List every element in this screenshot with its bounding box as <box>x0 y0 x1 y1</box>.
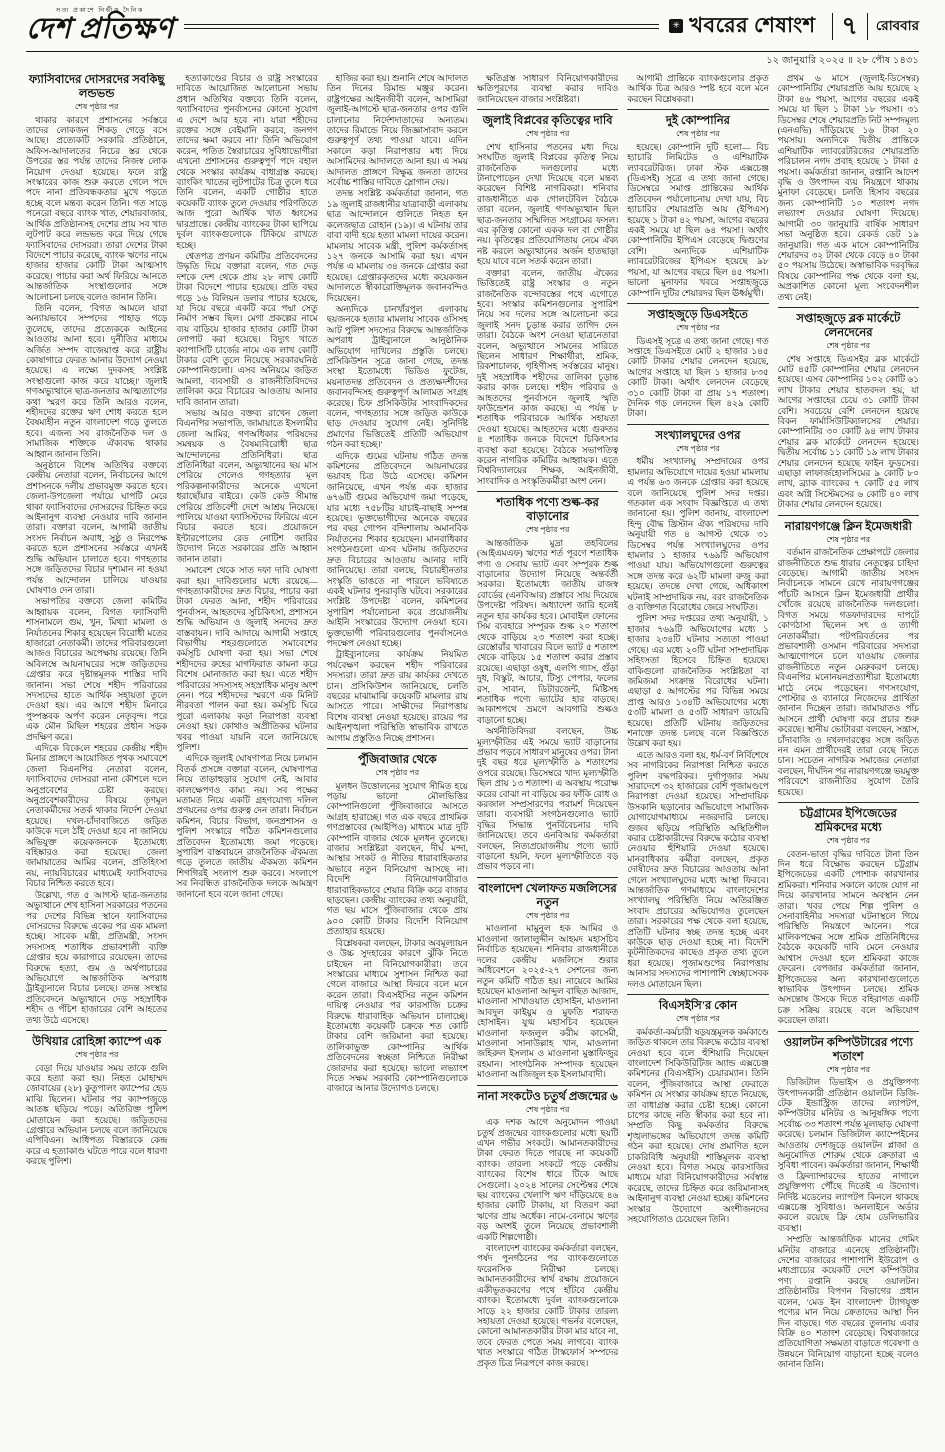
article-headline: বিএসইসি'র কোন <box>627 994 768 1013</box>
continuation-label: শেষ পৃষ্ঠার পর <box>826 836 871 846</box>
logo-tagline: সত্য প্রকাশে নির্ভীক দৈনিক <box>55 6 144 14</box>
continuation-label: শেষ পৃষ্ঠার পর <box>676 129 720 139</box>
article-headline: সপ্তাহজুড়ে ব্লক মার্কেটে লেনদেনের <box>778 307 919 340</box>
article-headline: চট্টগ্রামের ইপিজেডের শ্রমিকদের মধ্যে <box>778 802 919 835</box>
article-paragraph: ক্ষতিগ্রস্ত সাধারণ বিনিয়োগকারীদের ক্ষতিপূরণের ব্যবস্থা করার দাবিও জানিয়েছেন বাজার সংশ্লিষ্টরা। <box>476 73 619 104</box>
news-column-5 <box>627 73 768 1451</box>
article-paragraph: মাওলানা মামুনুল হক আমির ও মাওলানা জালালুদ্দীন আহমদ মহাসচিব নির্বাচিত হয়েছেন। শনিবার রাজধানীতে দলের কেন্দ্রীয় মজলিসে শুরার অধিবেশনে ২০২৫-২৭ সেশনের জন্য নতুন কমিটি গঠিত হয়। নায়েবে আমির হয়েছেন মাওলানা আব্দুল বাছিত আজাদ, মাওলানা সাখাওয়াত হোসাইন, মাওলানা আবদুল কাইয়ুম ও মুফতি শরাফত হোসাইন। যুগ্ম মহাসচিব হয়েছেন মাওলানা ফজলুল করীম কাসেমী, মাওলানা সানাউল্লাহ খান, মাওলানা জহিরুল ইসলাম ও মাওলানা মুস্তাফিজুর রহমান। সাংগঠনিক সম্পাদক হয়েছেন মাওলানা আজিজুল হক ইসলামাবাদী। <box>476 923 619 1080</box>
article-paragraph: ধর্মীয় সংখ্যালঘু সম্প্রদায়ের ওপর হামলার অভিযোগে দায়ের হওয়া মামলায় এ পর্যন্ত ৬৩ জনকে গ্রেপ্তার করা হয়েছে বলে জানিয়েছে পুলিশ সদর দপ্তর। গতকাল এক সংবাদ বিজ্ঞপ্তিতে এ তথ্য জানানো হয়। পুলিশ জানায়, বাংলাদেশ হিন্দু বৌদ্ধ খ্রিস্টান ঐক্য পরিষদের দাবি অনুযায়ী গত ৪ আগস্ট থেকে ৩১ ডিসেম্বর পর্যন্ত সংখ্যালঘুদের ওপর হামলার ১ হাজার ৭৬৯টি অভিযোগ পাওয়া যায়। অভিযোগগুলো গুরুত্বের সঙ্গে তদন্ত করে ৬২টি মামলা রুজু করা হয়েছে। তদন্তে দেখা গেছে, অধিকাংশ ঘটনাই সাম্প্রদায়িক নয়, বরং রাজনৈতিক ও ব্যক্তিগত বিরোধের জেরে সংঘটিত। <box>627 456 769 613</box>
page-number: ৭ <box>841 12 858 40</box>
continuation-label: শেষ পৃষ্ঠার পর <box>74 1049 119 1059</box>
page-number-box <box>832 13 868 40</box>
article-paragraph: প্রথম ৬ মাসে (জুলাই-ডিসেম্বর) কোম্পানিটির শেয়ারপ্রতি আয় হয়েছে ২ টাকা ৪৬ পয়সা, আগের বছরের একই সময়ে যা ছিল ১ টাকা ১৮ পয়সা। ৩১ ডিসেম্বর শেষে শেয়ারপ্রতি নিট সম্পদমূল্য (এনএভি) দাঁড়িয়েছে ১৬ টাকা ২০ পয়সায়। অন্যদিকে দ্বিতীয় প্রান্তিকে এশিয়াটিক ল্যাবরেটরিজের শেয়ারপ্রতি পরিচালন নগদ প্রবাহ হয়েছে ১ টাকা ৫ পয়সা। কর্মকর্তারা জানান, রপ্তানি আদেশ বৃদ্ধি ও উৎপাদন ব্যয় নিয়ন্ত্রণে থাকায় মুনাফা বেড়েছে। চলতি হিসাব বছরের জন্য কোম্পানিটি ১০ শতাংশ নগদ লভ্যাংশ দেওয়ার ঘোষণা দিয়েছে। আগামী ৩০ জানুয়ারি বার্ষিক সাধারণ সভা অনুষ্ঠিত হবে। রেকর্ড ডেট ১৯ জানুয়ারি। গত এক মাসে কোম্পানিটির শেয়ারদর ৩২ টাকা থেকে বেড়ে ৪০ টাকা ৫০ পয়সায় উঠেছে। অস্বাভাবিক দরবৃদ্ধির বিষয়ে কোম্পানির পক্ষ থেকে বলা হয়, অপ্রকাশিত কোনো মূল্য সংবেদনশীল তথ্য নেই। <box>777 73 919 302</box>
continuation-label: শেষ পৃষ্ঠার পর <box>676 443 720 453</box>
article-headline: সংখ্যালঘুদের ওপর <box>627 424 768 443</box>
continuation-label: শেষ পৃষ্ঠার পর <box>525 1104 570 1114</box>
article-headline: জুলাই বিপ্লবের কৃতিত্বের দাবি <box>477 109 618 128</box>
article-paragraph: হয়েছে। কোম্পানি দুটি হলো— বিচ হ্যাচারি লিমিটেড ও এশিয়াটিক ল্যাবরেটরিজ। ঢাকা স্টক এক্সচেঞ্জ (ডিএসই) সূত্রে এ তথ্য জানা গেছে। ডিসেম্বরে সমাপ্ত প্রান্তিকের আর্থিক প্রতিবেদন পর্যালোচনায় দেখা যায়, বিচ হ্যাচারির শেয়ারপ্রতি আয় (ইপিএস) হয়েছে ১ টাকা ৪২ পয়সা, আগের বছরের একই সময়ে যা ছিল ৬৪ পয়সা। অর্থাৎ কোম্পানিটির ইপিএস বেড়েছে দ্বিগুণের বেশি। অন্যদিকে এশিয়াটিক ল্যাবরেটরিজের ইপিএস হয়েছে ৯৮ পয়সা, যা আগের বছরে ছিল ৪৫ পয়সা। ভালো মুনাফার খবরে সপ্তাহজুড়ে কোম্পানি দুটির শেয়ারদর ছিল ঊর্ধ্বমুখী। <box>627 141 769 298</box>
news-column-1 <box>26 73 167 1451</box>
article-paragraph: শেখ হাসিনার পতনের মধ্য দিয়ে সংঘটিত জুলাই বিপ্লবের কৃতিত্ব নিয়ে রাজনৈতিক দলগুলোর মধ্যে টানাপোড়েন দেখা দিয়েছে বলে মন্তব্য করেছেন বিশিষ্ট নাগরিকরা। শনিবার রাজধানীতে এক গোলটেবিল বৈঠকে তারা বলেন, জুলাই গণঅভ্যুত্থান ছিল ছাত্র-জনতার সম্মিলিত সংগ্রামের ফসল। এর কৃতিত্ব কোনো একক দল বা গোষ্ঠীর নয়। কৃতিত্বের প্রতিযোগিতায় নেমে ঐক্য নষ্ট করলে অভ্যুত্থানের অর্জন হাতছাড়া হয়ে যাবে বলে সতর্ক করেন তারা। <box>476 141 619 267</box>
article-headline: ফ্যাসিবাদের দোসরদের সবকিছু লন্ডভন্ড <box>28 74 165 101</box>
article-paragraph: বিশ্লেষকরা বলছেন, টাকার অবমূল্যায়ন ও উচ্চ সুদহারের কারণে ঝুঁকি নিতে চাইছেন না বিনিয়োগকারীরা। তবে সংস্কারের মাধ্যমে সুশাসন নিশ্চিত করা গেলে বাজারে আস্থা ফিরবে বলে মনে করেন তারা। বিএসইসির নতুন কমিশন দায়িত্ব নেওয়ার পর কারসাজি চক্রের বিরুদ্ধে ধারাবাহিক অভিযান চালাচ্ছে। ইতোমধ্যে কয়েকটি চক্রকে শত কোটি টাকার বেশি জরিমানা করা হয়েছে। তালিকাভুক্ত কোম্পানির আর্থিক প্রতিবেদনের স্বচ্ছতা নিশ্চিতে নিরীক্ষা জোরদার করা হয়েছে। ভালো লভ্যাংশ দিতে সক্ষম সরকারি কোম্পানিগুলোকে বাজারে আনার উদ্যোগও চলছে। <box>326 937 468 1094</box>
article-paragraph: বেতন-ভাতা বৃদ্ধির দাবিতে টানা তিন দিন ধরে বিক্ষোভ করছেন চট্টগ্রাম ইপিজেডের একটি পোশাক কারখানার শ্রমিকরা। শনিবার সকালে কাজে যোগ না দিয়ে কারখানার সামনে অবস্থান নেন তারা। খবর পেয়ে শিল্প পুলিশ ও সেনাবাহিনীর সদস্যরা ঘটনাস্থলে গিয়ে পরিস্থিতি নিয়ন্ত্রণে আনেন। পরে মালিকপক্ষের সঙ্গে শ্রমিক প্রতিনিধিদের বৈঠকে কয়েকটি দাবি মেনে নেওয়ার আশ্বাস দেওয়া হলে শ্রমিকরা কাজে ফেরেন। বেপজার কর্মকর্তারা জানান, ইপিজেডের অন্য কারখানাগুলোতে স্বাভাবিক উৎপাদন চলছে। শ্রমিক অসন্তোষ উসকে দিতে বহিরাগত একটি চক্র সক্রিয় রয়েছে বলে অভিযোগ করেছেন তারা। <box>777 848 919 1026</box>
article-paragraph: বর্তমান রাজনৈতিক প্রেক্ষাপটে জেলার রাজনীতিতে শুদ্ধ ধারার নেতৃত্বের চাহিদা বেড়েছে। আগামী জাতীয় সংসদ নির্বাচনকে সামনে রেখে নারায়ণগঞ্জের পাঁচটি আসনে ক্লিন ইমেজধারী প্রার্থীর খোঁজে রয়েছে রাজনৈতিক দলগুলো। বিগত সময়ে গডফাদারদের দাপটে কোণঠাসা ছিলেন সৎ ও ত্যাগী নেতাকর্মীরা। পটপরিবর্তনের পর প্রভাবশালী ওসমান পরিবারের সদস্যরা আত্মগোপনে চলে যাওয়ায় জেলার রাজনীতিতে নতুন মেরুকরণ চলছে। বিএনপির মনোনয়নপ্রত্যাশীরা ইতোমধ্যে মাঠে নেমে পড়েছেন। গণসংযোগ, পোস্টার ও ব্যানারে নিজেদের প্রার্থিতা জানান দিচ্ছেন তারা। জামায়াতও পাঁচ আসনে প্রার্থী ঘোষণা করে প্রচার শুরু করেছে। স্থানীয় ভোটাররা বলছেন, সন্ত্রাস, চাঁদাবাজি ও দখলদারত্বের সঙ্গে জড়িত নন এমন প্রার্থীদেরই তারা বেছে নিতে চান। সচেতন নাগরিক সমাজের নেতারা বলছেন, দীর্ঘদিন পর নারায়ণগঞ্জে ভয়মুক্ত পরিবেশে রাজনীতির সুযোগ তৈরি হয়েছে। <box>777 547 919 797</box>
news-column-6 <box>778 73 919 1451</box>
article-headline: ওয়ালটন কম্পিউটারের পণ্যে শতাংশ <box>778 1031 919 1064</box>
article-paragraph: থাকার কারণে প্রশাসনের সর্বস্তরে তাদের লোকজন শিকড় গেড়ে বসে আছে। প্রত্যেকটি সরকারি প্রতিষ্ঠানে, অফিস-আদালতের নিচের স্তর থেকে উপরের স্তর পর্যন্ত তাদের নিজস্ব লোক নিয়োগ দেওয়া হয়েছে। ফলে রাষ্ট্র সংস্কারের কাজ শুরু করতে গেলে পদে পদে নানা প্রতিবন্ধকতার মুখে পড়তে হচ্ছে বলে মন্তব্য করেন তিনি। গত সাড়ে পনেরো বছরে ব্যাংক খাত, শেয়ারবাজার, আর্থিক প্রতিষ্ঠানসহ দেশের প্রায় সব খাত লুটপাট করে লন্ডভন্ড করে দিয়ে গেছে ফ্যাসিবাদের দোসররা। তারা দেশের টাকা বিদেশে পাচার করেছে, ব্যাংক ঋণের নামে হাজার হাজার কোটি টাকা আত্মসাৎ করেছে। পাচার করা অর্থ ফিরিয়ে আনতে আন্তর্জাতিক সংস্থাগুলোর সঙ্গে আলোচনা চলছে বলেও জানান তিনি। <box>26 114 168 302</box>
article-paragraph: আগামী প্রান্তিকে ব্যাংকগুলোর প্রকৃত আর্থিক চিত্র আরও স্পষ্ট হবে বলে মনে করছেন বিশ্লেষকরা। <box>627 73 769 104</box>
article-headline: উখিয়ার রোহিঙ্গা ক্যাম্পে এক <box>26 1030 167 1049</box>
section-ornament-icon: ✳ <box>669 19 683 33</box>
article-headline: দুই কোম্পানির <box>627 109 768 128</box>
continuation-label: শেষ পৃষ্ঠার পর <box>826 534 871 544</box>
article-paragraph: এদিকে জুলাই ঘোষণাপত্র নিয়ে চলমান বিতর্ক প্রসঙ্গে বক্তারা বলেন, ঘোষণাপত্র নিয়ে তাড়াহুড়ার সুযোগ নেই, আবার কালক্ষেপণও কাম্য নয়। সব পক্ষের মতামত নিয়ে একটি গ্রহণযোগ্য দলিল প্রণয়নের ওপর গুরুত্ব দেন তারা। নির্বাচন কমিশন, বিচার বিভাগ, জনপ্রশাসন ও পুলিশ সংস্কারে গঠিত কমিশনগুলোর প্রতিবেদন ইতোমধ্যে জমা পড়েছে। সুপারিশ বাস্তবায়নে রাজনৈতিক ঐকমত্য গড়ে তুলতে জাতীয় ঐকমত্য কমিশন শিগগিরই সংলাপ শুরু করবে। সংলাপে সব নিবন্ধিত রাজনৈতিক দলকে আমন্ত্রণ জানানো হবে বলে জানা গেছে। <box>176 753 318 899</box>
article-paragraph: বক্তারা বলেন, জাতীয় ঐক্যের ভিত্তিতেই রাষ্ট্র সংস্কার ও নতুন রাজনৈতিক বন্দোবস্তের পথে এগোতে হবে। সংস্কার কমিশনগুলোর সুপারিশ নিয়ে সব দলের সঙ্গে আলোচনা করে জুলাই সনদ চূড়ান্ত করার তাগিদ দেন তারা। বৈঠকে অংশ নেওয়া ছাত্রনেতারা বলেন, অভ্যুত্থানে সামনের সারিতে ছিলেন সাধারণ শিক্ষার্থীরা, শ্রমিক, রিকশাচালক, গৃহিণীসহ সর্বস্তরের মানুষ। দুই সহস্রাধিক শহীদের তালিকা চূড়ান্ত করার কাজ চলছে। শহীদ পরিবার ও আহতদের পুনর্বাসনে জুলাই স্মৃতি ফাউন্ডেশন কাজ করছে। এ পর্যন্ত ৮ শতাধিক পরিবারকে আর্থিক সহায়তা দেওয়া হয়েছে। আহতদের মধ্যে গুরুতর ৪ শতাধিক জনকে বিদেশে চিকিৎসার ব্যবস্থা করা হয়েছে। বৈঠকে সভাপতিত্ব করেন নাগরিক কমিটির আহ্বায়ক। এতে বিশ্ববিদ্যালয়ের শিক্ষক, আইনজীবী, সাংবাদিক ও সংস্কৃতিকর্মীরা অংশ নেন। <box>476 267 619 486</box>
masthead-divider <box>184 24 660 29</box>
dateline: ১২ জানুয়ারি ২০২৫ ॥ ২৮ পৌষ ১৪৩১ <box>766 56 919 66</box>
article-paragraph: অর্থনীতিবিদরা বলছেন, উচ্চ মূল্যস্ফীতির এই সময়ে ভ্যাট বাড়ানোর প্রভাব পড়বে সাধারণ মানুষের ওপর। টানা দুই বছর ধরে মূল্যস্ফীতি ৯ শতাংশের ওপরে রয়েছে। ডিসেম্বরে খাদ্য মূল্যস্ফীতি ছিল প্রায় ১৩ শতাংশ। এ অবস্থায় পরোক্ষ করের বোঝা না বাড়িয়ে কর ফাঁকি রোধ ও করজাল সম্প্রসারণের পরামর্শ দিয়েছেন তারা। ব্যবসায়ী সংগঠনগুলোও ভ্যাট বৃদ্ধির সিদ্ধান্ত পুনর্বিবেচনার দাবি জানিয়েছে। তবে এনবিআর কর্মকর্তারা বলছেন, নিত্যপ্রয়োজনীয় পণ্যে ভ্যাট বাড়ানো হয়নি, ফলে মূল্যস্ফীতিতে বড় প্রভাব পড়বে না। <box>476 726 619 872</box>
article-paragraph: বেড়া দিয়ে যাওয়ার সময় তাকে গুলি করে হত্যা করা হয়। নিহত মোহাম্মদ জোবায়ের (২৮) কুতুপালং ক্যাম্পের হেড মাঝি ছিলেন। ঘটনার পর ক্যাম্পজুড়ে আতঙ্ক ছড়িয়ে পড়ে। অতিরিক্ত পুলিশ মোতায়েন করা হয়েছে। জড়িতদের গ্রেপ্তারে অভিযান চলছে বলে জানিয়েছে এপিবিএন। আধিপত্য বিস্তারকে কেন্দ্র করে এ হত্যাকাণ্ড ঘটতে পারে বলে ধারণা করছে পুলিশ। <box>26 1062 168 1167</box>
article-paragraph: সমাবেশ থেকে সাত দফা দাবি ঘোষণা করা হয়। দাবিগুলোর মধ্যে রয়েছে— গণহত্যাকারীদের দ্রুত বিচার, পাচার করা টাকা ফেরত আনা, শহীদ পরিবারের পুনর্বাসন, আহতদের সুচিকিৎসা, প্রশাসনে শুদ্ধি অভিযান ও জুলাই সনদের দ্রুত বাস্তবায়ন। দাবি আদায়ে আগামী সপ্তাহে বিভাগীয় শহরগুলোতে সমাবেশের কর্মসূচি ঘোষণা করা হয়। সভা শেষে শহীদদের রুহের মাগফিরাত কামনা করে বিশেষ মোনাজাত করা হয়। এতে শহীদ পরিবারের সদস্যসহ সহস্রাধিক মানুষ অংশ নেন। পরে শহীদদের স্মরণে এক মিনিট নীরবতা পালন করা হয়। কর্মসূচি ঘিরে পুরো এলাকায় কড়া নিরাপত্তা ব্যবস্থা নেওয়া হয়। কোথাও অপ্রীতিকর ঘটনার খবর পাওয়া যায়নি বলে জানিয়েছে পুলিশ। <box>176 565 318 752</box>
article-paragraph: সম্প্রতি আন্তর্জাতিক মানের গেমিং মনিটর বাজারে এনেছে প্রতিষ্ঠানটি। দেশের বাজারের পাশাপাশি ইউরোপ ও মধ্যপ্রাচ্যের কয়েকটি দেশে কম্পিউটার পণ্য রপ্তানি করছে ওয়ালটন। প্রতিষ্ঠানটির বিপণন বিভাগের প্রধান বলেন, 'মেড ইন বাংলাদেশ' ট্যাগযুক্ত পণ্যের মান নিয়ে ক্রেতাদের আস্থা দিন দিন বাড়ছে। গত বছরের তুলনায় এবার বিক্রি ৪০ শতাংশ বেড়েছে। বিশ্ববাজারে প্রতিযোগিতা সক্ষমতা বাড়াতে গবেষণা ও উন্নয়নে বিনিয়োগ বাড়ানো হচ্ছে বলেও জানান তিনি। <box>777 1234 919 1370</box>
article-paragraph: অন্যদিকে চানখাঁরপুল এলাকায় ছয়জনকে হত্যার মামলায় সাবেক ওসিসহ আট পুলিশ সদস্যের বিরুদ্ধে আন্তর্জাতিক অপরাধ ট্রাইব্যুনালে আনুষ্ঠানিক অভিযোগ দাখিলের প্রস্তুতি চলছে। প্রসিকিউশন সূত্রে জানা গেছে, তদন্ত সংস্থা ইতোমধ্যে ভিডিও ফুটেজ, ময়নাতদন্ত প্রতিবেদন ও প্রত্যক্ষদর্শীদের জবানবন্দিসহ গুরুত্বপূর্ণ আলামত সংগ্রহ করেছে। চিফ প্রসিকিউটর সাংবাদিকদের বলেন, 'গণহত্যার সঙ্গে জড়িত কাউকে ছাড় দেওয়ার সুযোগ নেই। সুনির্দিষ্ট প্রমাণের ভিত্তিতেই প্রতিটি অভিযোগ গঠন করা হচ্ছে।' <box>326 303 468 450</box>
day-label: রোববার <box>875 17 919 33</box>
article-paragraph: এতে আরও বলা হয়, ধর্ম-বর্ণ নির্বিশেষে সব নাগরিকের নিরাপত্তা নিশ্চিত করতে পুলিশ বদ্ধপরিকর। দুর্গাপূজার সময় সারাদেশে ৩২ হাজারের বেশি পূজামণ্ডপে নিরাপত্তা দেওয়া হয়েছে। সাম্প্রদায়িক উসকানি ছড়ানোর অভিযোগে সামাজিক যোগাযোগমাধ্যমে নজরদারি চলছে। গুজব ছড়িয়ে পরিস্থিতি অস্থিতিশীল করার চেষ্টাকারীদের বিরুদ্ধে কঠোর ব্যবস্থা নেওয়ার হুঁশিয়ারি দেওয়া হয়েছে। মানবাধিকার কর্মীরা বলছেন, প্রকৃত দোষীদের দ্রুত বিচারের আওতায় আনা গেলে সংখ্যালঘুদের মধ্যে আস্থা ফিরবে। আন্তর্জাতিক গণমাধ্যমে বাংলাদেশের সংখ্যালঘু পরিস্থিতি নিয়ে অতিরঞ্জিত সংবাদ প্রচারের অভিযোগও তুলেছেন তারা। সরকারের পক্ষ থেকে বলা হয়েছে, প্রতিটি ঘটনার স্বচ্ছ তদন্ত হচ্ছে এবং কাউকে ছাড় দেওয়া হচ্ছে না। বিদেশি কূটনীতিকদের কাছেও প্রকৃত তথ্য তুলে ধরা হয়েছে। পূজামণ্ডপের নিরাপত্তায় আনসার সদস্যদের পাশাপাশি স্বেচ্ছাসেবক দলও মোতায়েন ছিল। <box>627 749 769 989</box>
continuation-label: শেষ পৃষ্ঠার পর <box>676 322 720 332</box>
article-paragraph: কর্মকর্তা-কর্মচারী ষড়যন্ত্রমূলক কর্মকাণ্ডে জড়িত থাকলে তার বিরুদ্ধে কঠোর ব্যবস্থা নেওয়া হবে বলে হুঁশিয়ারি দিয়েছেন বাংলাদেশ সিকিউরিটিজ অ্যান্ড এক্সচেঞ্জ কমিশনের (বিএসইসি) চেয়ারম্যান। তিনি বলেন, পুঁজিবাজারে আস্থা ফেরাতে কমিশন যে সংস্কার কার্যক্রম হাতে নিয়েছে, তা বাধাগ্রস্ত করার চেষ্টা হচ্ছে। কোনো চাপের কাছে নতি স্বীকার করা হবে না। সম্প্রতি কিছু কর্মকর্তার বিরুদ্ধে শৃঙ্খলাভঙ্গের অভিযোগে তদন্ত কমিটি গঠন করা হয়েছে। দোষ প্রমাণিত হলে চাকরিবিধি অনুযায়ী শাস্তিমূলক ব্যবস্থা নেওয়া হবে। বিগত সময়ে কারসাজির মাধ্যমে যারা বিনিয়োগকারীদের সর্বস্বান্ত করেছে, তাদের চিহ্নিত করে জরিমানাসহ আইনানুগ ব্যবস্থা নেওয়া হচ্ছে। কমিশনের সংস্কার উদ্যোগে অংশীজনদের সহযোগিতাও চেয়েছেন তিনি। <box>627 1026 769 1225</box>
section-title: খবরের শেষাংশ <box>689 12 816 37</box>
continuation-label: শেষ পৃষ্ঠার পর <box>676 1014 720 1024</box>
continuation-label: শেষ পৃষ্ঠার পর <box>74 102 119 112</box>
article-paragraph: তদন্ত সংশ্লিষ্ট কর্মকর্তারা জানান, গত ১৯ জুলাই রাজধানীর যাত্রাবাড়ী এলাকায় ছাত্র আন্দোলনে গুলিতে নিহত হন কলেজছাত্র রোহান (১৯)। এ ঘটনায় তার বাবা বাদী হয়ে হত্যা মামলা দায়ের করেন। মামলায় সাবেক মন্ত্রী, পুলিশ কর্মকর্তাসহ ১২৭ জনকে আসামি করা হয়। এখন পর্যন্ত এ মামলায় ৩৪ জনকে গ্রেপ্তার করা হয়েছে। গ্রেপ্তারকৃতদের মধ্যে কয়েকজন আদালতে স্বীকারোক্তিমূলক জবানবন্দিও দিয়েছেন। <box>326 188 468 303</box>
article-paragraph: সভায় আরও বক্তব্য রাখেন জেলা বিএনপির সভাপতি, জামায়াতে ইসলামীর জেলা আমির, গণঅধিকার পরিষদের সমন্বয়ক ও বৈষম্যবিরোধী ছাত্র আন্দোলনের প্রতিনিধিরা। ছাত্র প্রতিনিধিরা বলেন, অভ্যুত্থানের ছয় মাস পেরিয়ে গেলেও গণহত্যার মূল পরিকল্পনাকারীদের অনেকে এখনো ধরাছোঁয়ার বাইরে। কেউ কেউ সীমান্ত পেরিয়ে প্রতিবেশী দেশে আশ্রয় নিয়েছে। পালিয়ে যাওয়া ফ্যাসিস্টদের ফিরিয়ে এনে বিচার করতে হবে। প্রয়োজনে ইন্টারপোলের রেড নোটিশ জারির উদ্যোগ নিতে সরকারের প্রতি আহ্বান জানান তারা। <box>176 408 318 564</box>
article-paragraph: শেষ সপ্তাহে ডিএসইর ব্লক মার্কেটে মোট ৪৫টি কোম্পানির শেয়ার লেনদেন হয়েছে। এসব কোম্পানির ১০২ কোটি ৬১ লাখ টাকার শেয়ার হাতবদল হয়, যা আগের সপ্তাহের চেয়ে ৩১ কোটি টাকা বেশি। সবচেয়ে বেশি লেনদেন হয়েছে বিকন ফার্মাসিউটিক্যালসের শেয়ার। কোম্পানিটির ৩০ কোটি ৯৪ লাখ টাকার শেয়ার ব্লক মার্কেটে লেনদেন হয়েছে। দ্বিতীয় সর্বোচ্চ ১১ কোটি ১৯ লাখ টাকার শেয়ার লেনদেন হয়েছে ফাইন ফুডসের। এছাড়া লাফার্জহোলসিমের ৯ কোটি ৮০ লাখ, ব্র্যাক ব্যাংকের ৭ কোটি ৫৫ লাখ এবং অগ্নি সিস্টেমসের ৬ কোটি ৪০ লাখ টাকার শেয়ার লেনদেন হয়েছে। <box>777 353 919 510</box>
continuation-label: শেষ পৃষ্ঠার পর <box>375 768 420 778</box>
article-paragraph: অনুষ্ঠানে বিশেষ অতিথির বক্তব্যে কেন্দ্রীয় নেতারা বলেন, নির্বাচনের আগে প্রশাসনকে দলীয় প্রভাবমুক্ত করতে হবে। জেলা-উপজেলা পর্যায়ে ঘাপটি মেরে থাকা ফ্যাসিবাদের দোসরদের চিহ্নিত করে আইনানুগ ব্যবস্থা নেওয়ার দাবি জানান তারা। বক্তারা বলেন, আগামী জাতীয় সংসদ নির্বাচন অবাধ, সুষ্ঠু ও নিরপেক্ষ করতে হলে প্রশাসনের সর্বস্তরে এখনই শুদ্ধি অভিযান চালাতে হবে। গণহত্যার সঙ্গে জড়িতদের বিচার দৃশ্যমান না হওয়া পর্যন্ত আন্দোলন চালিয়ে যাওয়ার ঘোষণাও দেন তারা। <box>26 460 168 595</box>
news-column-2 <box>176 73 317 1451</box>
article-paragraph: এদিকে গুমের ঘটনায় গঠিত তদন্ত কমিশনের প্রতিবেদনে আয়নাঘরের ভয়াবহ চিত্র উঠে এসেছে। কমিশন জানিয়েছে, এখন পর্যন্ত এক হাজার ৬৭৬টি গুমের অভিযোগ জমা পড়েছে, যার মধ্যে ৭৫৮টির যাচাই-বাছাই সম্পন্ন হয়েছে। ভুক্তভোগীদের অনেকে বছরের পর বছর গোপন বন্দিশালায় অমানবিক নির্যাতনের শিকার হয়েছেন। মানবাধিকার সংগঠনগুলো এসব ঘটনায় জড়িতদের দ্রুত বিচারের আওতায় আনার দাবি জানিয়েছে। তারা বলছে, বিচারহীনতার সংস্কৃতি ভাঙতে না পারলে ভবিষ্যতে একই ঘটনার পুনরাবৃত্তি ঘটবে। সরকারের সংশ্লিষ্ট উপদেষ্টা বলেন, কমিশনের সুপারিশ পর্যালোচনা করে প্রয়োজনীয় আইনি সংস্কারের উদ্যোগ নেওয়া হবে। ভুক্তভোগী পরিবারগুলোর পুনর্বাসনেও পদক্ষেপ নেওয়া হচ্ছে। <box>326 450 468 648</box>
article-paragraph: ডিএসই সূত্রে এ তথ্য জানা গেছে। গত সপ্তাহে ডিএসইতে মোট ২ হাজার ১৪৫ কোটি টাকার শেয়ার লেনদেন হয়েছে, আগের সপ্তাহে যা ছিল ১ হাজার ৮৩৫ কোটি টাকা। অর্থাৎ লেনদেন বেড়েছে ৩১০ কোটি টাকা বা প্রায় ১৭ শতাংশ। দৈনিক গড় লেনদেন ছিল ৪২৯ কোটি টাকা। <box>627 335 769 419</box>
continuation-label: শেষ পৃষ্ঠার পর <box>525 525 570 535</box>
continuation-label: শেষ পৃষ্ঠার পর <box>525 910 570 920</box>
article-headline: পুঁজিবাজার থেকে <box>327 748 468 767</box>
continuation-label: শেষ পৃষ্ঠার পর <box>525 129 570 139</box>
article-paragraph: ডিজিটাল ডিভাইস ও প্রযুক্তিপণ্য উৎপাদনকারী প্রতিষ্ঠান ওয়ালটন ডিজি-টেক ইন্ডাস্ট্রিজ তাদের ল্যাপটপ, কম্পিউটার মনিটর ও আনুষঙ্গিক পণ্যে সর্বোচ্চ ৩৩ শতাংশ পর্যন্ত মূল্যছাড় ঘোষণা করেছে। চলমান ডিজিটাল ক্যাম্পেইনের আওতায় দেশজুড়ে ওয়ালটন প্লাজা ও অনুমোদিত শোরুম থেকে ক্রেতারা এ সুবিধা পাবেন। কর্মকর্তারা জানান, শিক্ষার্থী ও ফ্রিল্যান্সারদের হাতের নাগালে প্রযুক্তিপণ্য পৌঁছে দিতেই এ উদ্যোগ। নির্দিষ্ট মডেলের ল্যাপটপ কিনলে থাকছে এক্সচেঞ্জ সুবিধাও। অনলাইনে অর্ডার করলে রয়েছে ফ্রি হোম ডেলিভারির ব্যবস্থা। <box>777 1077 919 1233</box>
news-column-3 <box>327 73 468 1451</box>
news-column-4 <box>477 73 618 1451</box>
article-paragraph: উল্লেখ্য, গত ৫ আগস্ট ছাত্র-জনতার অভ্যুত্থানে শেখ হাসিনা সরকারের পতনের পর দেশের বিভিন্ন স্থানে ফ্যাসিবাদের দোসরদের বিরুদ্ধে একের পর এক মামলা হচ্ছে। সাবেক মন্ত্রী, প্রতিমন্ত্রী, সংসদ সদস্যসহ শতাধিক প্রভাবশালী ব্যক্তি গ্রেপ্তার হয়ে কারাগারে রয়েছেন। তাদের বিরুদ্ধে হত্যা, গুম ও অর্থপাচারের অভিযোগে আন্তর্জাতিক অপরাধ ট্রাইব্যুনালে বিচার চলছে। তদন্ত সংস্থার প্রতিবেদনে অভ্যুত্থানে দেড় সহস্রাধিক শহীদ ও পঁচিশ হাজারের বেশি আহতের তথ্য উঠে এসেছে। <box>26 889 168 1025</box>
article-paragraph: এদিকে বিকে‌লে শহরের কেন্দ্রীয় শহীদ মিনার প্রাঙ্গণে আয়োজিত পৃথক সমাবেশে জেলা বিএনপির নেতারা বলেন, ফ্যাসিবাদের দোসররা নানা কৌশলে দলে অনুপ্রবেশের চেষ্টা করছে। অনুপ্রবেশকারীদের বিষয়ে তৃণমূল নেতাকর্মীদের সতর্ক থাকার নির্দেশ দেওয়া হয়েছে। দখল-চাঁদাবাজিতে জড়িত কাউকে দলে ঠাঁই দেওয়া হবে না জানিয়ে অভিযুক্ত কয়েকজনকে ইতোমধ্যে বহিষ্কারও করা হয়েছে। জেলা জামায়াতের আমির বলেন, প্রতিহিংসা নয়, ন্যায়বিচারের মাধ্যমেই ফ্যাসিবাদের বিচার নিশ্চিত করতে হবে। <box>26 743 168 889</box>
continuation-label: শেষ পৃষ্ঠার পর <box>826 340 871 350</box>
article-headline: বাংলাদেশ খেলাফত মজলিসের নতুন <box>477 877 618 910</box>
article-paragraph: হাজির করা হয়। শুনানি শেষে আদালত তিন দিনের রিমান্ড মঞ্জুর করেন। রাষ্ট্রপক্ষের আইনজীবী বলেন, আসামিরা জুলাই-আগস্টে ছাত্র-জনতার ওপর গুলি চালানোর নির্দেশদাতাদের অন্যতম। তাদের রিমান্ডে নিয়ে জিজ্ঞাসাবাদ করলে গুরুত্বপূর্ণ তথ্য পাওয়া যাবে। এদিন সকালে কড়া নিরাপত্তার মধ্য দিয়ে আসামিদের আদালতে আনা হয়। এ সময় আদালত প্রাঙ্গণে বিক্ষুব্ধ জনতা তাদের সর্বোচ্চ শাস্তির দাবিতে স্লোগান দেয়। <box>326 73 468 188</box>
article-paragraph: মূলধন উত্তোলনের সুযোগ সীমিত হয়ে পড়ায় ভালো মৌলভিত্তির কোম্পানিগুলো পুঁজিবাজারে আসতে আগ্রহ হারাচ্ছে। গত এক বছরে প্রাথমিক গণপ্রস্তাবের (আইপিও) মাধ্যমে মাত্র দুটি কোম্পানি বাজার থেকে মূলধন তুলেছে। বাজার সংশ্লিষ্টরা বলছেন, দীর্ঘ মন্দা, আস্থার সংকট ও নীতির ধারাবাহিকতার অভাবে নতুন বিনিয়োগ আসছে না। বিদেশি বিনিয়োগকারীরাও ধারাবাহিকভাবে শেয়ার বিক্রি করে বাজার ছাড়ছেন। কেন্দ্রীয় ব্যাংকের তথ্য অনুযায়ী, গত ছয় মাসে পুঁজিবাজার থেকে প্রায় ৯০০ কোটি টাকার বিদেশি বিনিয়োগ প্রত্যাহার হয়েছে। <box>326 780 468 937</box>
article-headline: শতাধিক পণ্যে শুল্ক-কর বাড়ানোর <box>477 491 618 524</box>
logo-text: দেশ প্রতিক্ষণ <box>26 13 174 46</box>
article-paragraph: আন্তর্জাতিক মুদ্রা তহবিলের (আইএমএফ) ঋণের শর্ত পূরণে শতাধিক পণ্য ও সেবায় ভ্যাট এবং সম্পূরক শুল্ক বাড়ানোর উদ্যোগ নিয়েছে অন্তর্বর্তী সরকার। ইতোমধ্যে জাতীয় রাজস্ব বোর্ডের (এনবিআর) প্রস্তাবে সায় দিয়েছে উপদেষ্টা পরিষদ। অধ্যাদেশ জারি হলেই নতুন হার কার্যকর হবে। মোবাইল ফোনের সিম ব্যবহারে সম্পূরক শুল্ক ২০ শতাংশ থেকে বাড়িয়ে ২৩ শতাংশ করা হচ্ছে। রেস্তোরাঁর খাবারের বিলে ভ্যাট ৫ শতাংশ থেকে বাড়িয়ে ১৫ শতাংশ করার প্রস্তাব রয়েছে। এছাড়া ওষুধ, এলপি গ্যাস, গুঁড়া দুধ, বিস্কুট, আচার, টিস্যু পেপার, ফলের রস, সাবান, ডিটারজেন্ট, মিষ্টিসহ শতাধিক পণ্যে ভ্যাটের হার বাড়ছে। আকাশপথে ভ্রমণে আবগারি শুল্কও বাড়ানো হচ্ছে। <box>476 537 619 725</box>
article-paragraph: তিনি বলেন, 'বিগত আমলে যারা অন্যায়ভাবে সম্পদের পাহাড় গড়ে তুলেছে, তাদের প্রত্যেককে আইনের আওতায় আনা হবে। দুর্নীতির মাধ্যমে অর্জিত সম্পদ বাজেয়াপ্ত করে রাষ্ট্রীয় কোষাগারে ফেরত আনার উদ্যোগ নেওয়া হয়েছে। এ লক্ষ্যে দুদকসহ সংশ্লিষ্ট সংস্থাগুলো কাজ করে যাচ্ছে।' জুলাই গণঅভ্যুত্থানে ছাত্র-জনতার আত্মত্যাগের কথা স্মরণ করে তিনি আরও বলেন, শহীদদের রক্তের ঋণ শোধ করতে হলে বৈষম্যহীন নতুন বাংলাদেশ গড়ে তুলতে হবে। এজন্য সব রাজনৈতিক দল ও সামাজিক শক্তিকে ঐক্যবদ্ধ থাকার আহ্বান জানান তিনি। <box>26 302 168 459</box>
article-paragraph: হত্যাকাণ্ডের বিচার ও রাষ্ট্র সংস্কারের দাবিতে আয়োজিত আলোচনা সভায় প্রধান অতিথির বক্তব্যে তিনি বলেন, 'ফ্যাসিবাদের পুনর্বাসনের কোনো সুযোগ এ দেশে আর হবে না। যারা শহীদের রক্তের সঙ্গে বেইমানি করবে, জনগণ তাদের ক্ষমা করবে না।' তিনি অভিযোগ করেন, পতিত স্বৈরাচারের সুবিধাভোগীরা এখনো প্রশাসনের গুরুত্বপূর্ণ পদে বহাল থেকে সংস্কার কার্যক্রম বাধাগ্রস্ত করছে। ব্যাংকিং খাতের লুটপাটের চিত্র তুলে ধরে তিনি বলেন, একটি গোষ্ঠীর হাতে কয়েকটি ব্যাংক তুলে দেওয়ার পরিণতিতে আজ পুরো আর্থিক খাত ধ্বংসের দ্বারপ্রান্তে। কেন্দ্রীয় ব্যাংকের টাকা ছাপিয়ে দুর্বল ব্যাংকগুলোকে টিকিয়ে রাখতে হচ্ছে। <box>176 73 318 250</box>
article-paragraph: শ্বেতপত্র প্রণয়ন কমিটির প্রতিবেদনের উদ্ধৃতি দিয়ে বক্তারা বলেন, গত দেড় দশকে দেশ থেকে প্রায় ২৮ লাখ কোটি টাকা বিদেশে পাচার হয়েছে। প্রতি বছর গড়ে ১৬ বিলিয়ন ডলার পাচার হয়েছে, যা দিয়ে বছরে একটি করে পদ্মা সেতু নির্মাণ সম্ভব ছিল। মেগা প্রকল্পের নামে ব্যয় বাড়িয়ে হাজার হাজার কোটি টাকা লোপাট করা হয়েছে। বিদ্যুৎ খাতে ক্যাপাসিটি চার্জের নামে এক লাখ কোটি টাকার বেশি তুলে নিয়েছে সরকারঘনিষ্ঠ কোম্পানিগুলো। এসব অনিয়মে জড়িত আমলা, ব্যবসায়ী ও রাজনীতিবিদদের তালিকা করে বিচারের আওতায় আনার দাবি জানান তারা। <box>176 250 318 407</box>
columns-container <box>26 73 919 1451</box>
article-paragraph: সভাপতির বক্তব্যে জেলা কমিটির আহ্বায়ক বলেন, বিগত ফ্যাসিবাদী শাসনামলে গুম, খুন, মিথ্যা মামলা ও নির্যাতনের শিকার হয়েছেন বিরোধী মতের হাজারো নেতাকর্মী। তাদের পরিবারগুলো আজও বিচারের অপেক্ষায় রয়েছে। তিনি অবিলম্বে আয়নাঘরের সঙ্গে জড়িতদের গ্রেপ্তার করে দৃষ্টান্তমূলক শাস্তির দাবি জানান। সভা শেষে শহীদ পরিবারের সদস্যদের হাতে আর্থিক সহায়তা তুলে দেওয়া হয়। এর আগে শহীদ মিনারে পুষ্পস্তবক অর্পণ করেন নেতৃবৃন্দ। পরে এক মৌন মিছিল শহরের প্রধান সড়ক প্রদক্ষিণ করে। <box>26 596 168 742</box>
article-paragraph: এক দশক আগে অনুমোদন পাওয়া চতুর্থ প্রজন্মের ব্যাংকগুলোর মধ্যে ছয়টি এখন গভীর সংকটে। আমানতকারীদের টাকা ফেরত দিতে পারছে না কয়েকটি ব্যাংক। তারল্য সংকটে পড়ে কেন্দ্রীয় ব্যাংকের বিশেষ ধারে টিকে আছে সেগুলো। ২০২৪ সালের সেপ্টেম্বর শেষে ছয় ব্যাংকের খেলাপি ঋণ দাঁড়িয়েছে ৪৬ হাজার কোটি টাকায়, যা বিতরণ করা ঋণের প্রায় অর্ধেক। নামে-বেনামে ঋণের বড় অংশই তুলে নিয়েছে প্রভাবশালী একটি শিল্পগোষ্ঠী। <box>476 1117 619 1242</box>
article-paragraph: পুলিশ সদর দপ্তরের তথ্য অনুযায়ী, ১ হাজার ৭৬৯টি অভিযোগের মধ্যে ১ হাজার ২৩৪টি ঘটনার সত্যতা পাওয়া গেছে। এর মধ্যে ২০টি ঘটনা সাম্প্রদায়িক সহিংসতা হিসেবে চিহ্নিত হয়েছে। বাকিগুলো রাজনৈতিক সংশ্লিষ্টতা বা জমিজমা সংক্রান্ত বিরোধের ঘটনা। এছাড়া ৫ আগস্টের পর বিভিন্ন সময়ে প্রাপ্ত আরও ১৩৪টি অভিযোগের মধ্যে ৫৩টি মামলা ও ৫৩টি সাধারণ ডায়েরি হয়েছে। প্রতিটি ঘটনায় জড়িতদের শনাক্তে তদন্ত চলছে বলে বিজ্ঞপ্তিতে উল্লেখ করা হয়। <box>627 613 769 749</box>
article-paragraph: বাংলাদেশ ব্যাংকের কর্মকর্তারা বলছেন, পর্ষদ পুনর্গঠনের পর ব্যাংকগুলোতে ফরেনসিক নিরীক্ষা চলছে। আমানতকারীদের স্বার্থ রক্ষায় প্রয়োজনে একীভূতকরণের পথে হাঁটবে কেন্দ্রীয় ব্যাংক। ইতোমধ্যে দুর্বল ব্যাংকগুলোকে সাড়ে ২২ হাজার কোটি টাকার তারল্য সহায়তা দেওয়া হয়েছে। গভর্নর বলেছেন, কোনো আমানতকারীর টাকা মার যাবে না, তবে ফেরত পেতে সময় লাগবে। ব্যাংক খাত সংস্কারে গঠিত টাস্কফোর্স সম্পদের প্রকৃত চিত্র নিরূপণে কাজ করছে। <box>476 1243 619 1368</box>
continuation-label: শেষ পৃষ্ঠার পর <box>826 1064 871 1074</box>
newspaper-logo <box>26 8 174 45</box>
article-headline: নানা সংকটেও চতুর্থ প্রজন্মের ৬ <box>477 1085 618 1104</box>
article-headline: নারায়ণগঞ্জে ক্লিন ইমেজধারী <box>778 515 919 534</box>
masthead <box>26 4 919 52</box>
article-paragraph: ট্রাইব্যুনালের কার্যক্রম নিয়মিত পর্যবেক্ষণ করছেন শহীদ পরিবারের সদস্যরা। তারা দ্রুত রায় কার্যকর দেখতে চান। প্রসিকিউশন জানিয়েছে, চলতি বছরের মাঝামাঝি কয়েকটি মামলার রায় আসতে পারে। সাক্ষীদের নিরাপত্তায় বিশেষ ব্যবস্থা নেওয়া হয়েছে। রায়ের পর আইনশৃঙ্খলা পরিস্থিতি স্বাভাবিক রাখতে আগাম প্রস্তুতিও নিচ্ছে প্রশাসন। <box>326 649 468 743</box>
article-headline: সপ্তাহজুড়ে ডিএসইতে <box>627 303 768 322</box>
